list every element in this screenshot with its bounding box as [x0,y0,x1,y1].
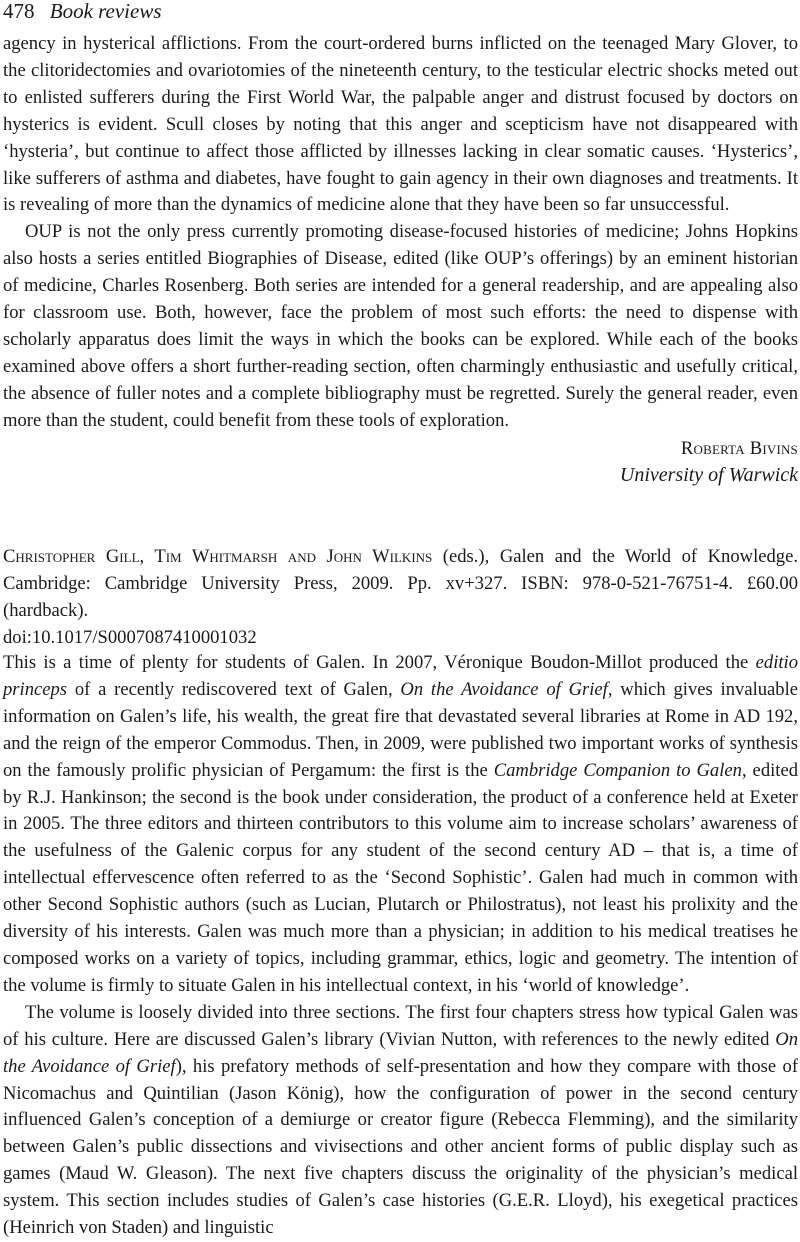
reviewer-name: Roberta Bivins [680,438,798,459]
review-paragraph-1 [3,650,798,1000]
section-title: Book reviews [49,0,162,23]
book-title: Galen and the World of Knowledge. [499,546,798,567]
previous-review-paragraph-1: agency in hysterical afflictions. From the court-ordered burns inflicted on the teenaged Mary Glover, to the clitoridectomies and ovariotomies of the nineteenth century, to the testicular electric shocks meted out to enlisted sufferers during the First World War, the palpable anger and distrust focused by doctors on hysterics is evident. Scull closes by noting that this anger and scepticism have not disappeared with ‘hysteria’, but continue to affect those afflicted by illnesses lacking in clear somatic causes. ‘Hysterics’, like sufferers of asthma and diabetes, have fought to gain agency in their own diagnoses and treatments. It is revealing of more than the dynamics of medicine alone that they have been so far unsuccessful. [3,33,798,216]
publication-details: Cambridge: Cambridge University Press, 2009. Pp. xv+327. ISBN: 978-0-521-76751-4. £60.00 (hardback). [3,572,798,621]
text-run: The volume is loosely divided into three sections. The first four chapters stress how typical Galen was of his culture. Here are discussed Galen’s library (Vivian Nutton, with references to the newly edited [3,1001,798,1050]
book-citation [3,544,798,652]
italic-run: On the Avoidance of Grief [400,678,608,700]
running-head [3,0,162,24]
text-run: of a recently rediscovered text of Galen, [67,678,401,700]
text-run: , edited by R.J. Hankinson; the second is the book under consideration, the product of a conference held at Exeter in 2005. The three editors and thirteen contributors to this volume aim to increase scholars’ awareness of the usefulness of the Galenic corpus for any student of the second century AD – that is, a time of intellectual effervescence often referred to as the ‘Second Sophistic’. Galen had much in common with other Second Sophistic authors (such as Lucian, Plutarch or Philostratus), not least his prolixity and the diversity of his interests. Galen was much more than a physician; in addition to his medical treatises he composed works on a variety of topics, including grammar, ethics, logic and geometry. The intention of the volume is firmly to situate Galen in his intellectual context, in his ‘world of knowledge’. [3,759,798,996]
text-run: , which gives invaluable information on Galen’s life, his wealth, the great fire that devastated several libraries at Rome in AD 192, and the reign of the emperor Commodus. Then, in 2009, were published two important works of synthesis on the famously prolific physician of Pergamum: the first is the [3,678,798,781]
text-run: ), his prefatory methods of self-presentation and how they compare with those of Nicomachus and Quintilian (Jason König), how the configuration of power in the second century influenced Galen’s conception of a demiurge or creator figure (Rebecca Flemming), and the similarity between Galen’s public dissections and vivisections and other ancient forms of public display such as games (Maud W. Gleason). The next five chapters discuss the originality of the physician’s medical system. This section includes studies of Galen’s case histories (G.E.R. Lloyd), his exegetical practices (Heinrich von Staden) and linguistic [3,1055,799,1239]
review-body [3,650,798,1242]
italic-run: Cambridge Companion to Galen [493,759,742,781]
eds-suffix: (eds.), [432,546,500,567]
text-run: This is a time of plenty for students of Galen. In 2007, Véronique Boudon-Millot produced the [3,652,756,673]
previous-review-paragraph-2: OUP is not the only press currently promoting disease-focused histories of medicine; Johns Hopkins also hosts a series entitled Biographies of Disease, edited (like OUP’s offerings) by an eminent historian of medicine, Charles Rosenberg. Both series are intended for a general readership, and are appealing also for classroom use. Both, however, face the problem of most such efforts: the need to dispense with scholarly apparatus does limit the ways in which the books can be explored. While each of the books examined above offers a short further-reading section, often charmingly enthusiastic and usefully critical, the absence of fuller notes and a complete bibliography must be regretted. Surely the general reader, even more than the student, could benefit from these tools of exploration. [3,221,798,431]
page-number: 478 [3,0,35,23]
review-paragraph-2 [3,1000,798,1242]
book-authors: Christopher Gill, Tim Whitmarsh and John Wilkins [3,546,433,567]
italic-run: editio princeps [3,652,798,700]
doi-link[interactable]: doi:10.1017/S0007087410001032 [3,626,257,648]
italic-run: On the Avoidance of Grief [3,1028,798,1077]
previous-review-body [3,31,798,435]
reviewer-affiliation: University of Warwick [619,464,798,486]
